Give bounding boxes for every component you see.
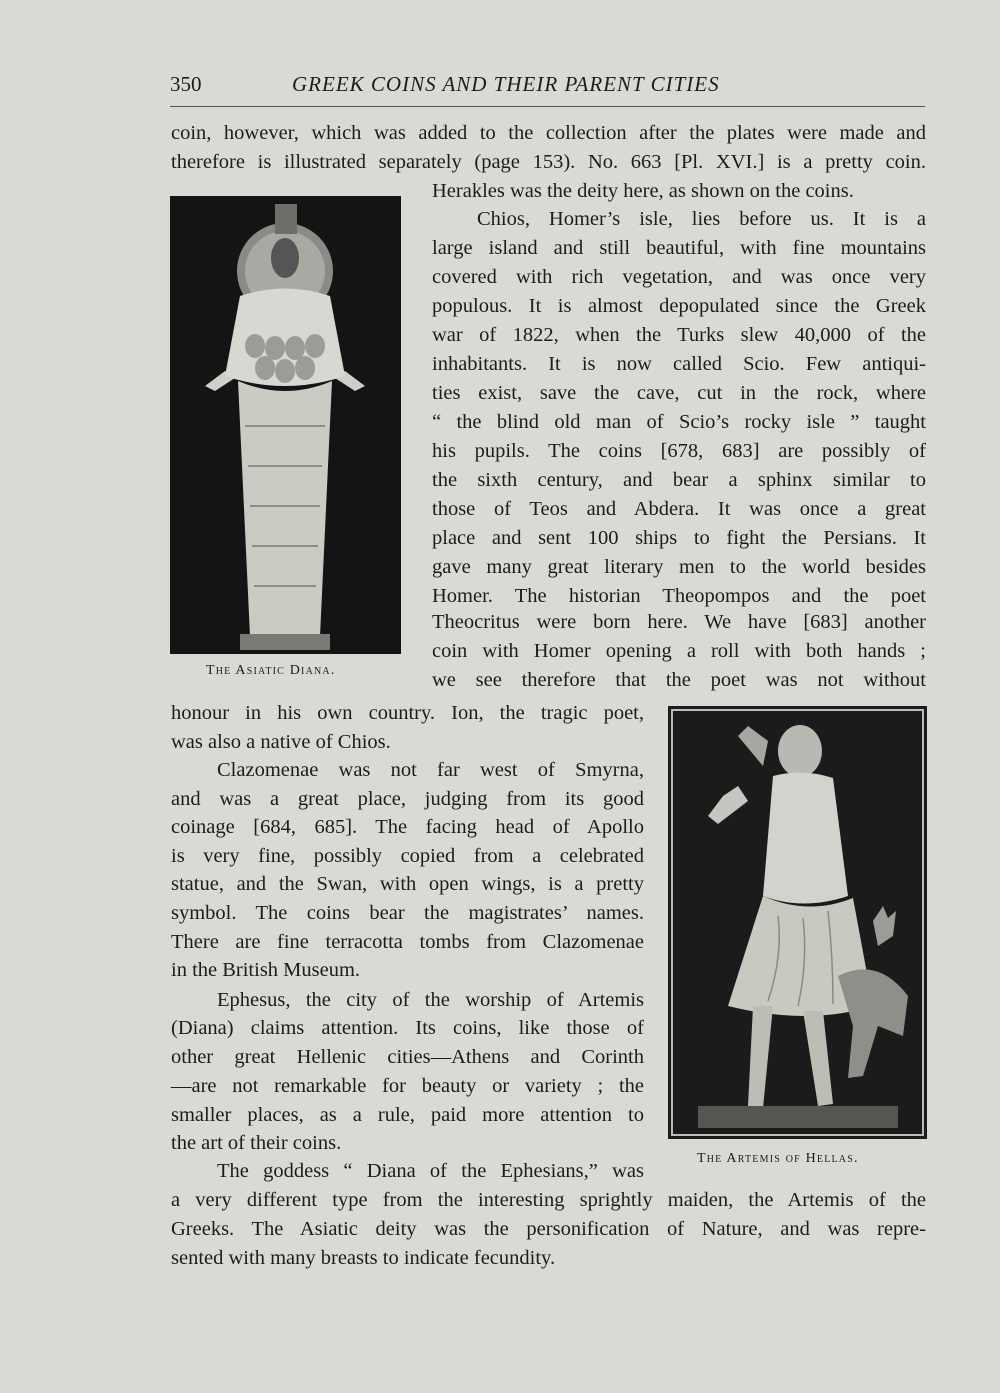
text-line: gave many great literary men to the world besides xyxy=(432,556,926,578)
running-title: GREEK COINS AND THEIR PARENT CITIES xyxy=(292,72,720,96)
page-number: 350 xyxy=(170,72,202,96)
text-line: Homer. The historian Theopompos and the poet xyxy=(432,585,926,607)
text-line: place and sent 100 ships to fight the Persians. It xyxy=(432,527,926,549)
text-line: and was a great place, judging from its good xyxy=(171,788,644,810)
text-line: the sixth century, and bear a sphinx similar to xyxy=(432,469,926,491)
text-line: is very fine, possibly copied from a celebrated xyxy=(171,845,644,867)
text-line: ties exist, save the cave, cut in the rock, where xyxy=(432,382,926,404)
text-line: was also a native of Chios. xyxy=(171,731,391,753)
text-line: we see therefore that the poet was not without xyxy=(432,669,926,691)
text-line: symbol. The coins bear the magistrates’ names. xyxy=(171,902,644,924)
text-line: large island and still beautiful, with fine mountains xyxy=(432,237,926,259)
text-line: “ the blind old man of Scio’s rocky isle ” taught xyxy=(432,411,926,433)
text-line: honour in his own country. Ion, the tragic poet, xyxy=(171,702,644,724)
text-line: covered with rich vegetation, and was once very xyxy=(432,266,926,288)
text-line: The goddess “ Diana of the Ephesians,” was xyxy=(217,1160,644,1182)
text-line: Chios, Homer’s isle, lies before us. It is a xyxy=(477,208,926,230)
text-line: Theocritus were born here. We have [683] another xyxy=(432,611,926,633)
text-line: Clazomenae was not far west of Smyrna, xyxy=(217,759,644,781)
text-line: populous. It is almost depopulated since the Greek xyxy=(432,295,926,317)
text-line: a very different type from the interesting sprightly maiden, the Artemis of the xyxy=(171,1189,926,1211)
figure-caption: The Artemis of Hellas. xyxy=(697,1151,859,1166)
text-line: There are fine terracotta tombs from Clazomenae xyxy=(171,931,644,953)
figure-caption: The Asiatic Diana. xyxy=(206,663,336,678)
text-line: other great Hellenic cities—Athens and Corinth xyxy=(171,1046,644,1068)
text-line: coin, however, which was added to the collection after the plates were made and xyxy=(171,122,926,144)
text-line: smaller places, as a rule, paid more attention to xyxy=(171,1104,644,1126)
text-line: war of 1822, when the Turks slew 40,000 of the xyxy=(432,324,926,346)
text-line: inhabitants. It is now called Scio. Few antiqui- xyxy=(432,353,926,375)
text-line: sented with many breasts to indicate fecundity. xyxy=(171,1247,556,1269)
text-line: coin with Homer opening a roll with both hands ; xyxy=(432,640,926,662)
text-line: Greeks. The Asiatic deity was the personification of Nature, and was repre- xyxy=(171,1218,926,1240)
text-line: (Diana) claims attention. Its coins, like those of xyxy=(171,1017,644,1039)
text-line: those of Teos and Abdera. It was once a great xyxy=(432,498,926,520)
text-line: his pupils. The coins [678, 683] are possibly of xyxy=(432,440,926,462)
text-line: in the British Museum. xyxy=(171,959,361,981)
text-line: the art of their coins. xyxy=(171,1132,342,1154)
asiatic-diana-photo xyxy=(170,196,401,654)
text-line: therefore is illustrated separately (page 153). No. 663 [Pl. XVI.] is a pretty coin. xyxy=(171,151,926,173)
text-line: coinage [684, 685]. The facing head of Apollo xyxy=(171,816,644,838)
text-line: —are not remarkable for beauty or variety ; the xyxy=(171,1075,644,1097)
text-line: Herakles was the deity here, as shown on the coins. xyxy=(432,180,854,202)
text-line: statue, and the Swan, with open wings, is a pretty xyxy=(171,873,644,895)
artemis-of-hellas-photo xyxy=(668,706,927,1139)
header-rule xyxy=(170,106,925,107)
text-line: Ephesus, the city of the worship of Artemis xyxy=(217,989,644,1011)
